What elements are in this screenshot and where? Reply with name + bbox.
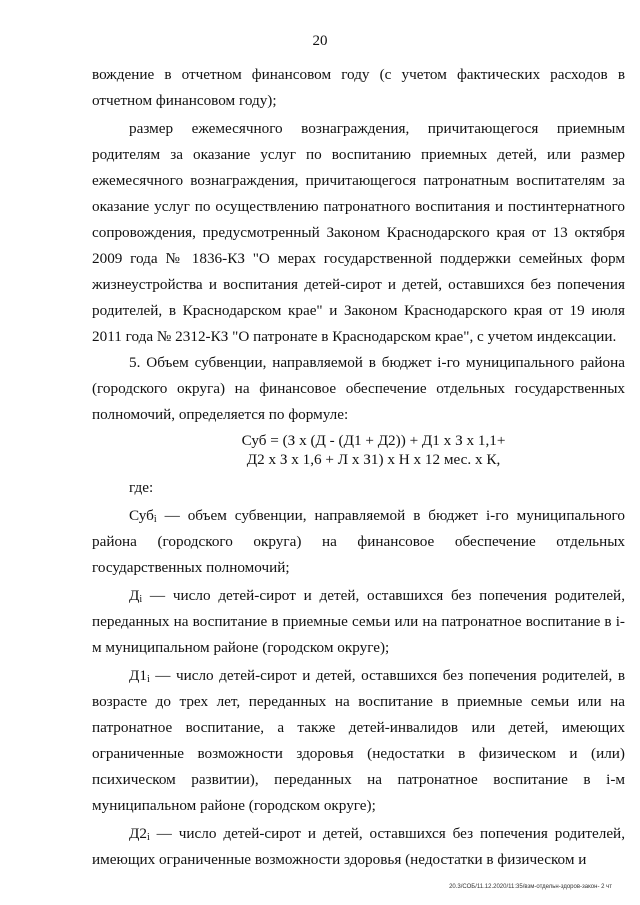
definition-d1: [92, 663, 625, 819]
paragraph-continuation: вождение в отчетном финансовом году (с учетом фактических расходов в отчетном финансовом году);: [92, 66, 625, 109]
term-subscript: i: [139, 594, 143, 605]
page-number: 20: [312, 33, 328, 49]
term-subscript: i: [146, 832, 150, 843]
definition-d2: [92, 821, 625, 873]
definition-text: — объем субвенции, направляемой в бюджет i-го муниципального района (городского округа) на финансовое обеспечение отдельных государственных полномочий;: [92, 507, 625, 576]
definition-text: — число детей-сирот и детей, оставшихся без попечения родителей, переданных на воспитание в приемные семьи или на патронатное воспитание в i-м муниципальном районе (городском округе);: [92, 587, 625, 656]
term-sub: Суб: [129, 507, 154, 524]
formula-line-2: Д2 х З х 1,6 + Л х З1) х Н х 12 мес. х К,: [246, 451, 501, 468]
document-footer-code: 20.3/СОБ/11.12.2020/11:35/взм-отдельн-здоров-закон- 2 чт: [449, 884, 612, 890]
term-subscript: i: [153, 514, 157, 525]
term-d2: Д2: [129, 825, 147, 842]
paragraph-subvention: 5. Объем субвенции, направляемой в бюджет i-го муниципального района (городского округа) на финансовое обеспечение отдельных государственных полномочий, определяется по формуле:: [92, 354, 625, 423]
formula-line-1: Суб = (З х (Д - (Д1 + Д2)) + Д1 х З х 1,1+: [241, 432, 506, 449]
document-body: [92, 62, 625, 873]
paragraph-reward: размер ежемесячного вознаграждения, причитающегося приемным родителям за оказание услуг по воспитанию приемных детей, или размер ежемесячного вознаграждения, причитающегося патронатным воспитателям за оказание услуг по осуществлению патронатного воспитания и постинтернатного сопровождения, предусмотренный Законом Краснодарского края от 13 октября 2009 года № 1836-КЗ "О мерах государственной поддержки семейных форм жизнеустройства и воспитания детей-сирот и детей, оставшихся без попечения родителей, в Краснодарском крае" и Законом Краснодарского края от 19 июля 2011 года № 2312-КЗ "О патронате в Краснодарском крае", с учетом индексации.: [92, 120, 625, 345]
term-d: Д: [129, 587, 140, 604]
term-subscript: i: [146, 674, 150, 685]
definition-sub: [92, 503, 625, 581]
definition-text: — число детей-сирот и детей, оставшихся без попечения родителей, в возрасте до трех лет, переданных на воспитание в приемные семьи или на патронатное воспитание, а также детей-инвалидов или детей, имеющих ограниченные возможности здоровья (недостатки в физическом и (или) психическом развитии), переданных на патронатное воспитание в i-м муниципальном районе (городском округе);: [92, 667, 625, 814]
formula: [92, 431, 625, 469]
definition-text: — число детей-сирот и детей, оставшихся без попечения родителей, имеющих ограниченные возможности здоровья (недостатки в физическом и: [92, 825, 625, 868]
where-label: где:: [129, 479, 154, 496]
definition-d: [92, 583, 625, 661]
term-d1: Д1: [129, 667, 147, 684]
